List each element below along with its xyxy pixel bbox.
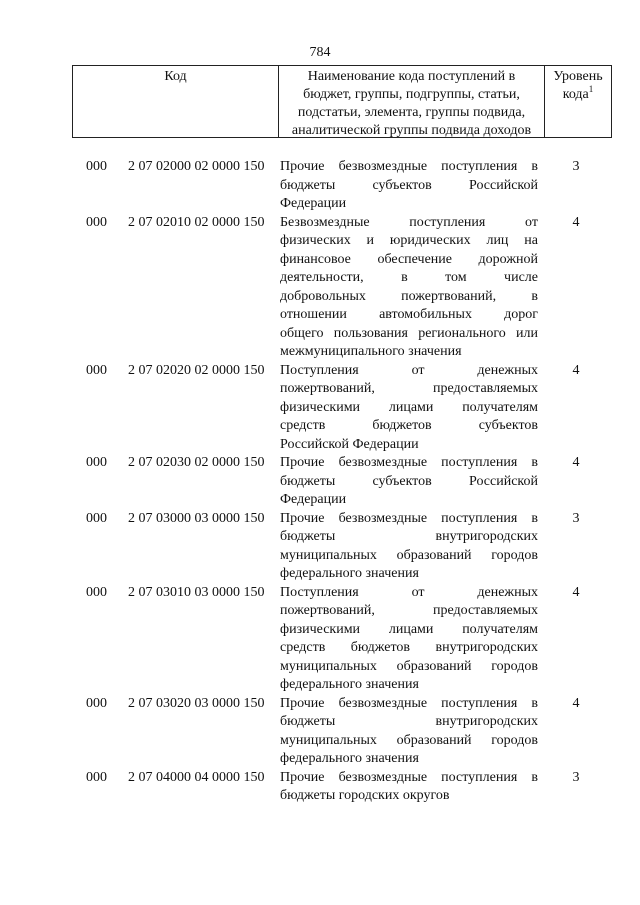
table-row <box>0 214 640 362</box>
row-name <box>280 362 538 455</box>
row-admin-code: 000 <box>86 510 107 526</box>
row-name <box>280 454 538 510</box>
table-row <box>0 769 640 806</box>
row-name <box>280 584 538 695</box>
row-name-line: пожертвований, предоставляемых <box>280 603 538 618</box>
row-level: 4 <box>572 584 580 600</box>
row-name-line: бюджеты субъектов Российской <box>280 473 538 489</box>
row-level: 3 <box>572 510 580 526</box>
row-admin-code: 000 <box>86 584 107 600</box>
row-name-line: межмуниципального значения <box>280 344 462 359</box>
header-code: Код <box>164 69 187 84</box>
row-name-line: средств бюджетов внутригородских <box>280 640 538 655</box>
row-income-code: 2 07 04000 04 0000 150 <box>128 769 265 785</box>
table-row <box>0 454 640 510</box>
row-name <box>280 510 538 584</box>
row-level: 3 <box>572 159 580 174</box>
row-name-line: муниципальных образований городов <box>280 547 538 563</box>
row-name-line: Российской Федерации <box>280 436 419 452</box>
row-name-line: Прочие безвозмездные поступления в <box>280 695 538 711</box>
row-name-line: Прочие безвозмездные поступления в <box>280 159 538 174</box>
row-admin-code: 000 <box>86 214 107 230</box>
row-income-code: 2 07 02030 02 0000 150 <box>128 455 265 470</box>
row-income-code: 2 07 03010 03 0000 150 <box>128 584 265 600</box>
row-name-line: бюджеты городских округов <box>280 788 450 803</box>
table-row <box>0 695 640 769</box>
row-level: 3 <box>572 769 580 785</box>
table-row <box>0 362 640 455</box>
row-admin-code: 000 <box>86 159 107 174</box>
table-row <box>0 510 640 584</box>
row-name-line: отношении автомобильных дорог <box>280 307 538 322</box>
header-level-label: Уровень кода <box>553 69 603 102</box>
header-level-footnote: 1 <box>588 84 594 94</box>
row-name-line: Федерации <box>280 492 347 507</box>
row-name-line: физических и юридических лиц на <box>280 233 538 248</box>
row-admin-code: 000 <box>86 769 107 785</box>
row-income-code: 2 07 02010 02 0000 150 <box>128 214 265 230</box>
row-name-line: федерального значения <box>280 677 419 692</box>
table-header <box>72 65 612 138</box>
row-income-code: 2 07 02020 02 0000 150 <box>128 362 265 378</box>
row-name <box>280 695 538 769</box>
page-number: 784 <box>309 45 331 60</box>
row-name-line: муниципальных образований городов <box>280 732 538 748</box>
header-name: Наименование кода поступлений в бюджет, группы, подгруппы, статьи, подстатьи, элемента, группы подвида, аналитической группы подвида доходов <box>278 66 544 137</box>
row-level: 4 <box>572 455 580 470</box>
row-income-code: 2 07 02000 02 0000 150 <box>128 159 265 174</box>
table-row <box>0 584 640 695</box>
row-name-line: Прочие безвозмездные поступления в <box>280 769 538 785</box>
row-name-line: федерального значения <box>280 566 419 581</box>
row-name-line: Прочие безвозмездные поступления в <box>280 510 538 526</box>
row-name-line: федерального значения <box>280 751 419 766</box>
row-name-line: добровольных пожертвований, в <box>280 288 538 304</box>
row-name-line: бюджеты субъектов Российской <box>280 177 538 193</box>
row-name-line: средств бюджетов субъектов <box>280 418 538 433</box>
table-body <box>0 158 640 806</box>
row-name-line: физическими лицами получателям <box>280 399 538 415</box>
table-row <box>0 158 640 214</box>
row-name <box>280 769 538 806</box>
row-name <box>280 214 538 362</box>
row-name-line: Прочие безвозмездные поступления в <box>280 455 538 470</box>
row-name-line: Безвозмездные поступления от <box>280 214 538 230</box>
row-name-line: муниципальных образований городов <box>280 658 538 674</box>
row-name-line: физическими лицами получателям <box>280 621 538 637</box>
header-level <box>544 66 611 137</box>
row-name-line: финансовое обеспечение дорожной <box>280 251 538 267</box>
row-admin-code: 000 <box>86 455 107 470</box>
row-name-line: деятельности, в том числе <box>280 270 538 285</box>
row-name-line: общего пользования регионального или <box>280 325 538 341</box>
row-level: 4 <box>572 362 580 378</box>
row-admin-code: 000 <box>86 362 107 378</box>
row-name-line: пожертвований, предоставляемых <box>280 381 538 396</box>
row-name-line: бюджеты внутригородских <box>280 714 538 729</box>
row-admin-code: 000 <box>86 695 107 711</box>
row-level: 4 <box>572 214 580 230</box>
row-income-code: 2 07 03020 03 0000 150 <box>128 695 265 711</box>
row-name-line: Федерации <box>280 196 347 211</box>
row-name-line: бюджеты внутригородских <box>280 529 538 544</box>
row-level: 4 <box>572 695 580 711</box>
row-name <box>280 158 538 214</box>
row-name-line: Поступления от денежных <box>280 584 538 600</box>
row-name-line: Поступления от денежных <box>280 362 538 378</box>
row-income-code: 2 07 03000 03 0000 150 <box>128 510 265 526</box>
